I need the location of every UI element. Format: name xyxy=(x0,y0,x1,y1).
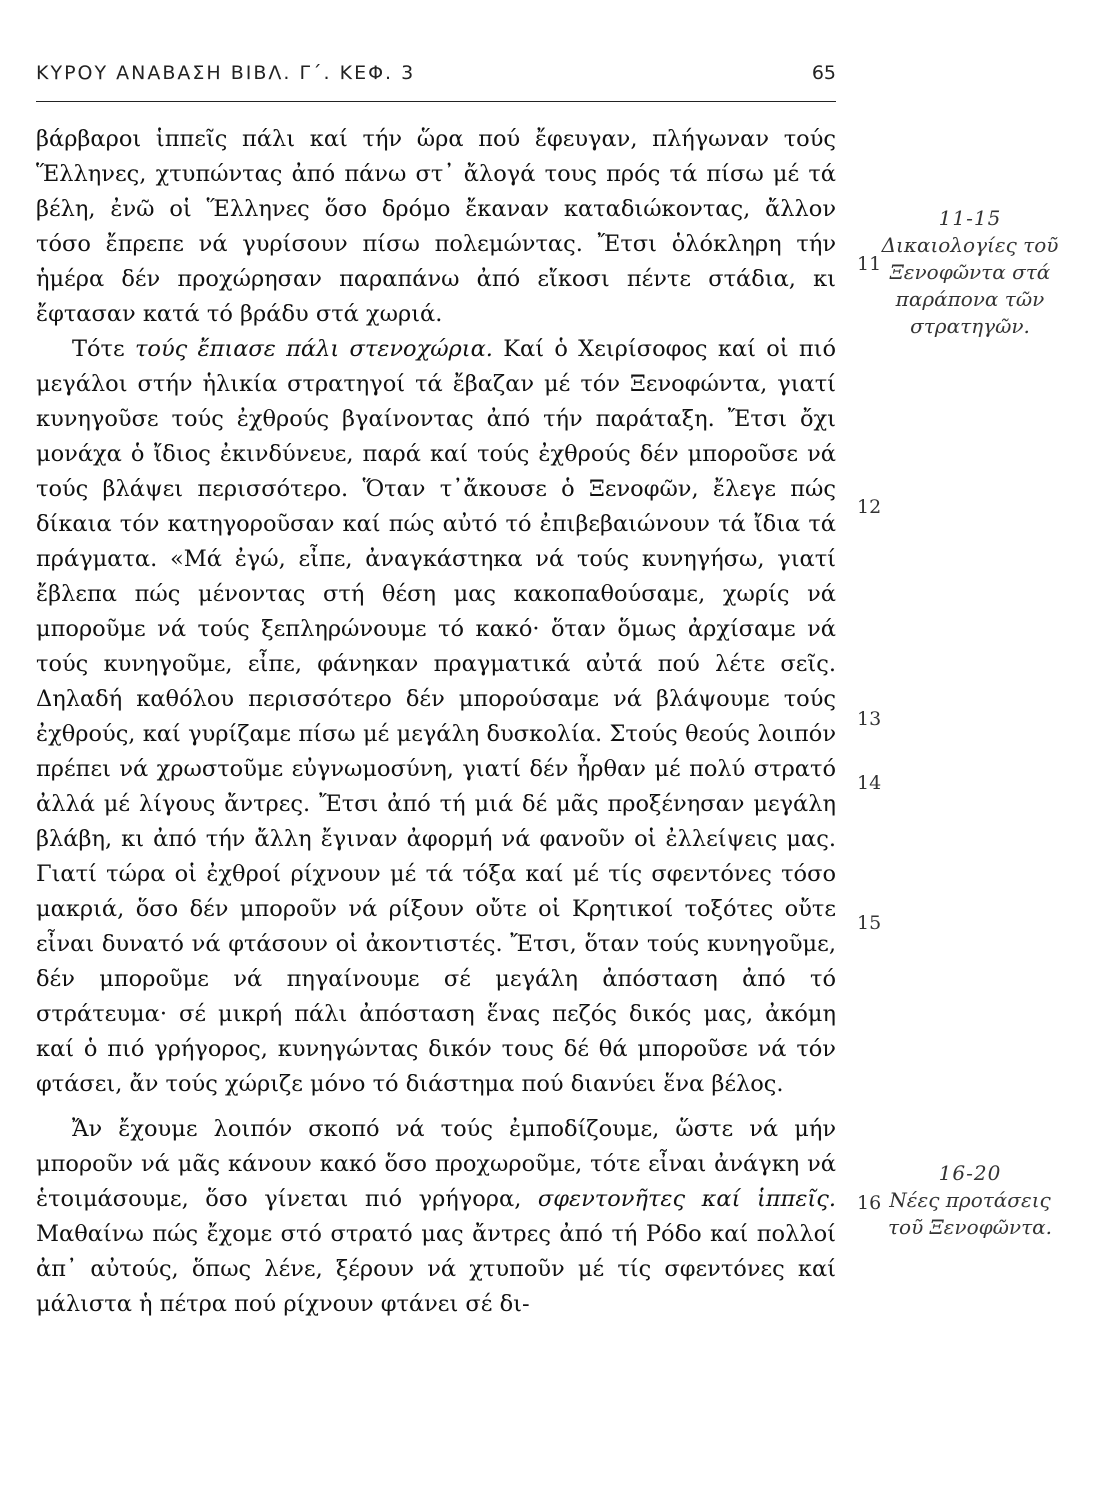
section-number: 16 xyxy=(857,1192,882,1214)
paragraph xyxy=(36,122,836,332)
text-segment: βάρβαροι ἱππεῖς πάλι καί τήν ὥρα πού ἔφευγαν, πλήγωναν τούς Ἕλληνες, χτυπώντας ἀπό πάνω στ᾽ ἄλογά τους πρός τά πίσω μέ τά βέλη, ἐνῶ οἱ Ἕλληνες ὅσο δρόμο ἔκαναν καταδιώκοντας, ἄλλον τόσο ἔπρεπε νά γυρίσουν πίσω πολεμώντας. Ἔτσι ὁλόκληρη τήν ἡμέρα δέν προχώρησαν παραπάνω ἀπό εἴκοσι πέντε στάδια, κι ἔφτασαν κατά τό βράδυ στά χωριά. xyxy=(36,126,836,327)
text-segment: Καί ὁ Χειρίσοφος καί οἱ πιό μεγάλοι στήν ἡλικία στρατηγοί τά ἔβαζαν μέ τόν Ξενοφώντα, γιατί κυνηγοῦσε τούς ἐχθρούς βγαίνοντας ἀπό τήν παράταξη. Ἔτσι ὄχι μονάχα ὁ ἴδιος ἐκινδύνευε, παρά καί τούς ἐχθρούς δέν μποροῦσε νά τούς βλάψει περισσότερο. Ὅταν τ᾽ἄκουσε ὁ Ξενοφῶν, ἔλεγε πώς δίκαια τόν κατηγοροῦσαν καί πώς αὐτό τό ἐπιβεβαιώνουν τά ἴδια τά πράγματα. «Μά ἐγώ, εἶπε, ἀναγκάστηκα νά τούς κυνηγήσω, γιατί ἔβλεπα πώς μένοντας στή θέση μας κακοπαθούσαμε, χωρίς νά μποροῦμε νά τούς ξεπληρώνουμε τό κακό· ὅταν ὅμως ἀρχίσαμε νά τούς κυνηγοῦμε, εἶπε, φάνηκαν πραγματικά αὐτά πού λέτε σεῖς. Δηλαδή καθόλου περισσότερο δέν μπορούσαμε νά βλάψουμε τούς ἐχθρούς, καί γυρίζαμε πίσω μέ μεγάλη δυσκολία. Στούς θεούς λοιπόν πρέπει νά χρωστοῦμε εὐγνωμοσύνη, γιατί δέν ἦρθαν μέ πολύ στρατό ἀλλά μέ λίγους ἄντρες. Ἔτσι ἀπό τή μιά δέ μᾶς προξένησαν μεγάλη βλάβη, κι ἀπό τήν ἄλλη ἔγιναν ἀφορμή νά φανοῦν οἱ ἐλλείψεις μας. Γιατί τώρα οἱ ἐχθροί ρίχνουν μέ τά τόξα καί μέ τίς σφεντόνες τόσο μακριά, ὅσο δέν μποροῦν νά ρίξουν οὔτε οἱ Κρητικοί τοξότες οὔτε εἶναι δυνατό νά φτάσουν οἱ ἀκοντιστές. Ἔτσι, ὅταν τούς κυνηγοῦμε, δέν μποροῦμε νά πηγαίνουμε σέ μεγάλη ἀπόσταση ἀπό τό στράτευμα· σέ μικρή πάλι ἀπόσταση ἕνας πεζός δικός μας, ἀκόμη καί ὁ πιό γρήγορος, κυνηγώντας δικόν τους δέ θά μποροῦσε νά τόν φτάσει, ἄν τούς χώριζε μόνο τό διάστημα πού διανύει ἕνα βέλος. xyxy=(36,336,836,1097)
paragraph xyxy=(36,332,836,1102)
text-segment: Τότε xyxy=(72,336,135,362)
section-number: 14 xyxy=(857,772,882,794)
italic-phrase: σφεντονῆτες καί ἱππεῖς. xyxy=(537,1186,836,1212)
paragraph xyxy=(36,1112,836,1322)
main-text xyxy=(36,122,836,1322)
side-note xyxy=(880,1160,1060,1241)
page-number: 65 xyxy=(811,62,836,84)
section-number: 12 xyxy=(857,496,882,518)
header-rule xyxy=(36,101,836,102)
running-header xyxy=(36,62,836,102)
side-note-text: Νέες προτάσεις τοῦ Ξενοφῶντα. xyxy=(887,1188,1053,1239)
section-number: 11 xyxy=(857,253,882,275)
side-note xyxy=(880,205,1060,340)
text-segment: Μαθαίνω πώς ἔχομε στό στρατό μας ἄντρες ἀπό τή Ρόδο καί πολλοί ἀπ᾽ αὐτούς, ὅπως λένε, ξέρουν νά χτυποῦν μέ τίς σφεντόνες καί μάλιστα ἡ πέτρα πού ρίχνουν φτάνει σέ δι- xyxy=(36,1221,836,1317)
section-number: 15 xyxy=(857,912,882,934)
running-title: ΚΥΡΟΥ ΑΝΑΒΑΣΗ ΒΙΒΛ. Γ΄. ΚΕΦ. 3 xyxy=(36,62,416,84)
side-note-range: 11-15 xyxy=(938,206,1002,230)
side-note-range: 16-20 xyxy=(938,1161,1002,1185)
italic-phrase: τούς ἔπιασε πάλι στενοχώρια. xyxy=(134,336,493,362)
side-note-text: Δικαιολογίες τοῦ Ξενοφῶντα στά παράπονα τῶν στρατηγῶν. xyxy=(881,233,1059,338)
text-segment: Ἄν ἔχουμε λοιπόν σκοπό νά τούς ἐμποδίζουμε, ὥστε νά μήν μποροῦν νά μᾶς κάνουν κακό ὅσο προχωροῦμε, τότε εἶναι ἀνάγκη νά ἑτοιμάσουμε, ὅσο γίνεται πιό γρήγορα, xyxy=(36,1116,836,1212)
section-number: 13 xyxy=(857,708,882,730)
